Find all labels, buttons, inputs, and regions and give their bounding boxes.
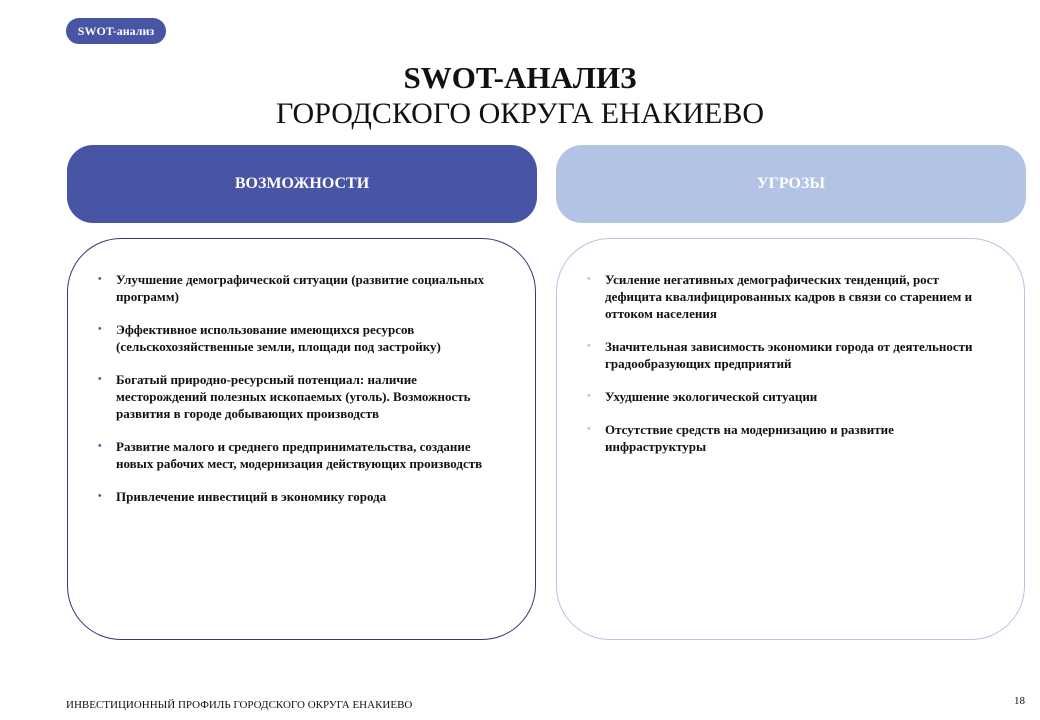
list-item <box>587 388 997 405</box>
list-item <box>587 338 997 372</box>
list-item-text: Отсутствие средств на модернизацию и развитие инфраструктуры <box>605 422 894 454</box>
list-item <box>587 271 997 322</box>
list-item-text: Улучшение демографической ситуации (развитие социальных программ) <box>116 272 485 304</box>
list-item-text: Значительная зависимость экономики города от деятельности градообразующих предприятий <box>605 339 973 371</box>
list-item <box>98 321 508 355</box>
list-item-text: Богатый природно-ресурсный потенциал: наличие месторождений полезных ископаемых (уголь). Возможность развития в городе добывающих производств <box>116 372 471 421</box>
list-item <box>587 421 997 455</box>
list-item <box>98 271 508 305</box>
list-item-text: Эффективное использование имеющихся ресурсов (сельскохозяйственные земли, площади под застройку) <box>116 322 441 354</box>
list-item <box>98 488 508 505</box>
footer-text: ИНВЕСТИЦИОННЫЙ ПРОФИЛЬ ГОРОДСКОГО ОКРУГА ЕНАКИЕВО <box>66 699 413 711</box>
bullet-icon: • <box>98 274 102 285</box>
list-item-text: Привлечение инвестиций в экономику города <box>116 489 387 504</box>
bullet-icon: • <box>587 341 591 352</box>
threats-header: УГРОЗЫ <box>556 145 1026 223</box>
opportunities-header: ВОЗМОЖНОСТИ <box>67 145 537 223</box>
list-item-text: Усиление негативных демографических тенденций, рост дефицита квалифицированных кадров в связи со старением и оттоком населения <box>605 272 973 321</box>
list-item-text: Развитие малого и среднего предпринимательства, создание новых рабочих мест, модернизация действующих производств <box>116 439 483 471</box>
threats-panel <box>556 238 1025 640</box>
list-item-text: Ухудшение экологической ситуации <box>605 389 818 404</box>
bullet-icon: • <box>98 324 102 335</box>
page-number: 18 <box>1014 695 1025 707</box>
page-title-line2: ГОРОДСКОГО ОКРУГА ЕНАКИЕВО <box>275 97 765 130</box>
opportunities-list <box>98 271 508 521</box>
page-title <box>0 60 1040 132</box>
bullet-icon: • <box>98 441 102 452</box>
page-title-line1: SWOT-АНАЛИЗ <box>403 60 637 95</box>
bullet-icon: • <box>98 491 102 502</box>
opportunities-panel <box>67 238 536 640</box>
bullet-icon: • <box>98 374 102 385</box>
bullet-icon: • <box>587 424 591 435</box>
bullet-icon: • <box>587 391 591 402</box>
bullet-icon: • <box>587 274 591 285</box>
list-item <box>98 371 508 422</box>
section-tag: SWOT-анализ <box>66 18 166 44</box>
list-item <box>98 438 508 472</box>
threats-list <box>587 271 997 471</box>
